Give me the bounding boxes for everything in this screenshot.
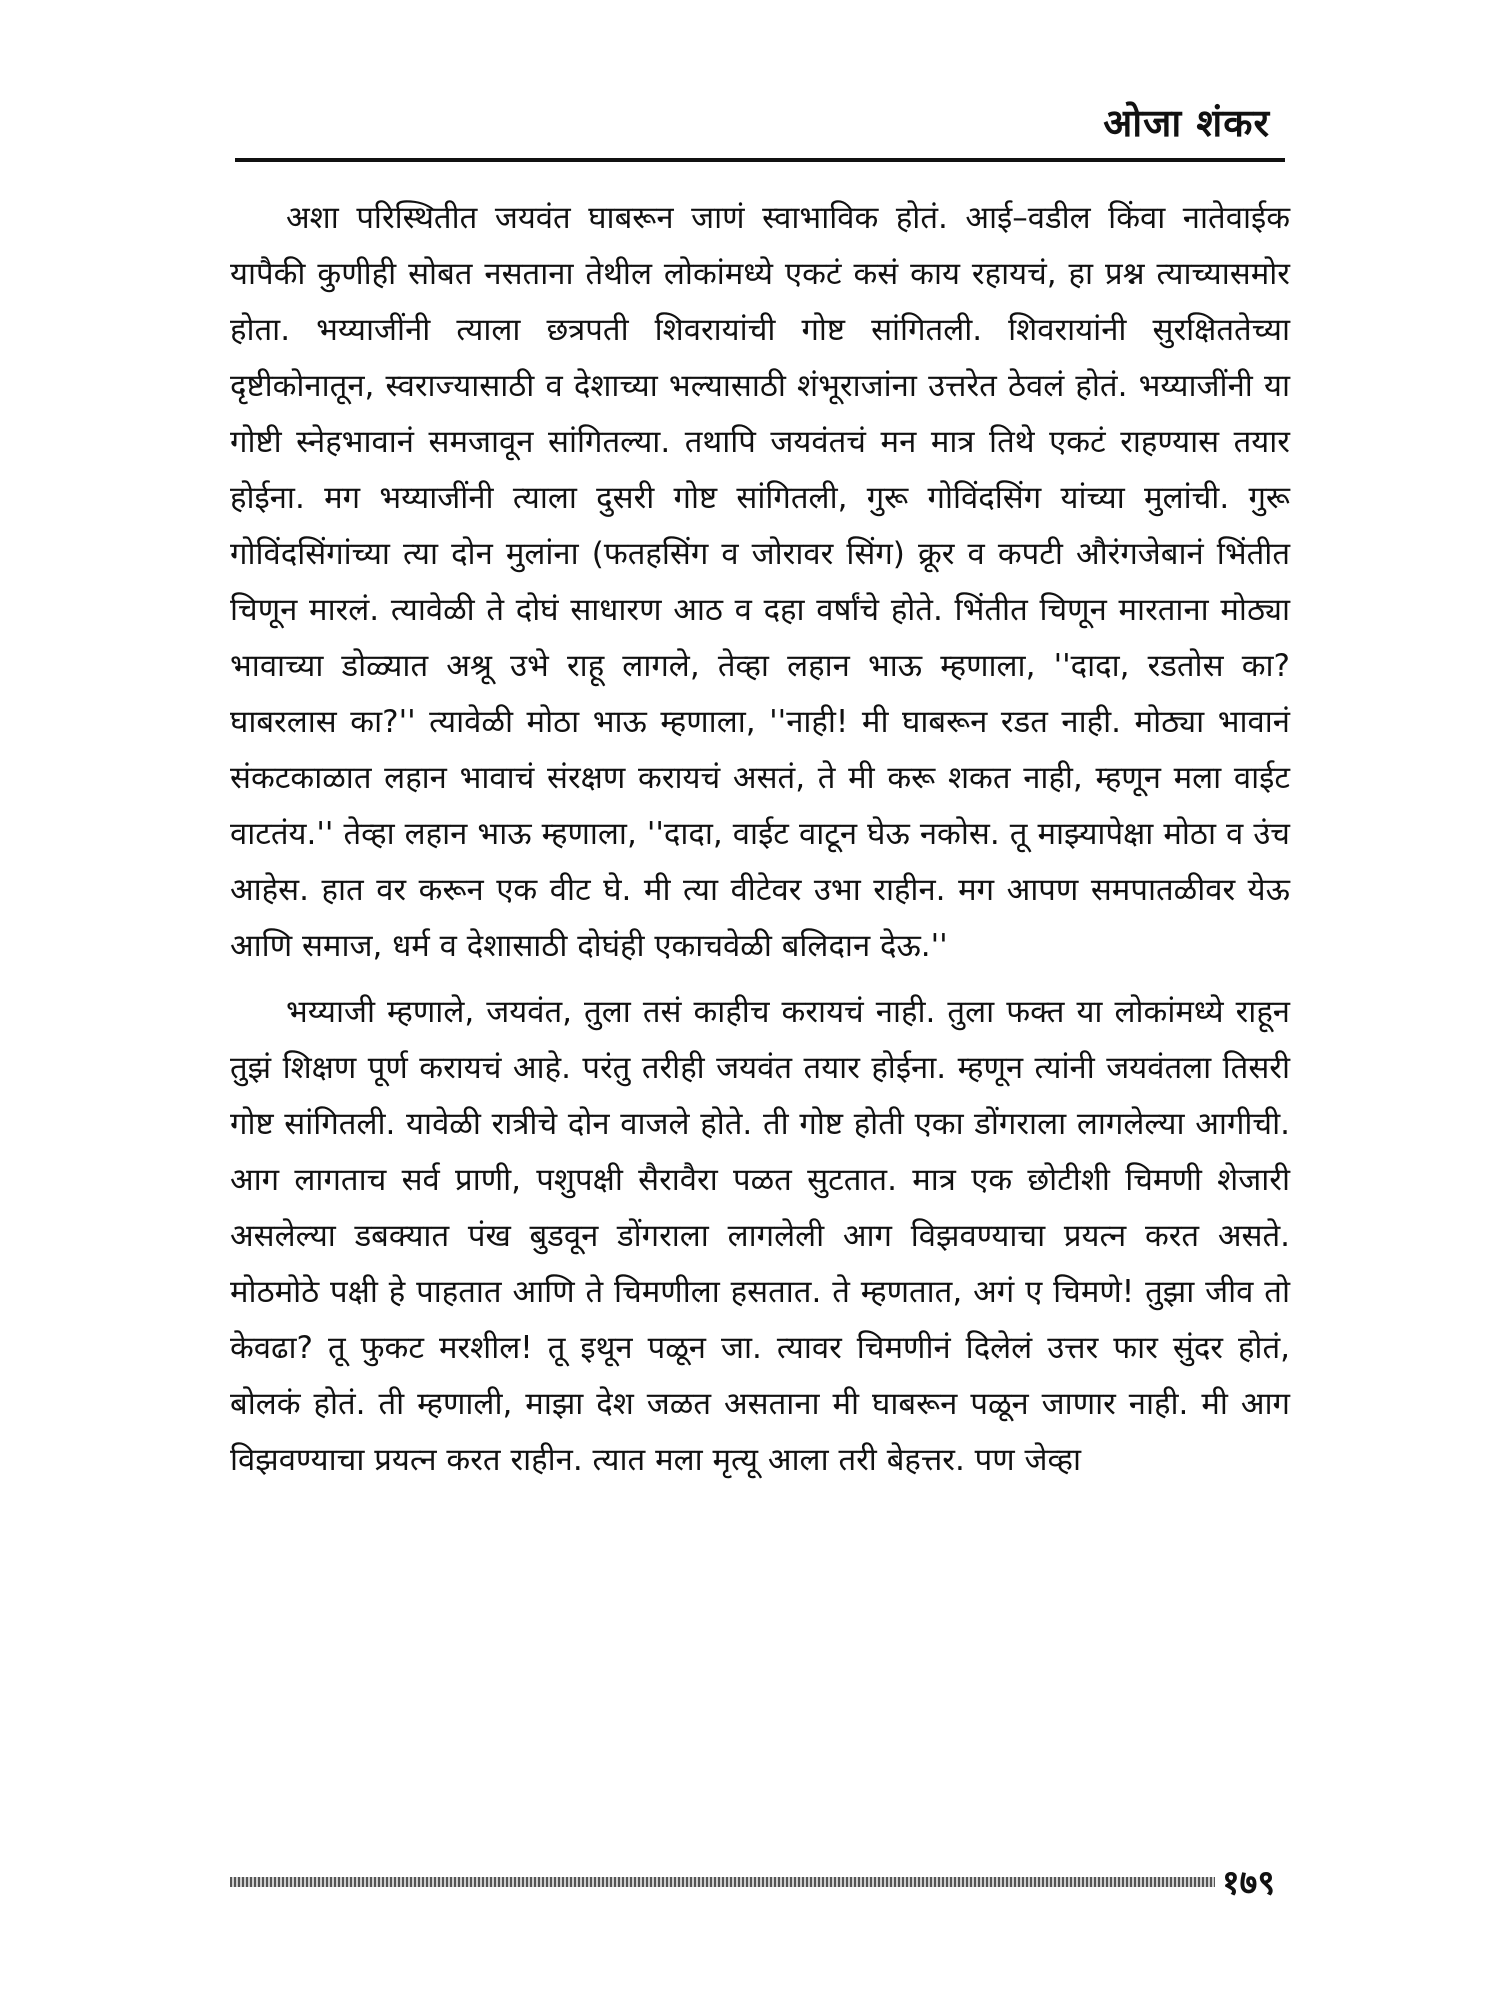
header-rule [235, 158, 1285, 162]
running-header: ओजा शंकर [1103, 101, 1270, 145]
footer-rule [230, 1877, 1215, 1887]
paragraph-1: अशा परिस्थितीत जयवंत घाबरून जाणं स्वाभाविक होतं. आई–वडील किंवा नातेवाईक यापैकी कुणीही सोबत नसताना तेथील लोकांमध्ये एकटं कसं काय रहायचं, हा प्रश्न त्याच्यासमोर होता. भय्याजींनी त्याला छत्रपती शिवरायांची गोष्ट सांगितली. शिवरायांनी सुरक्षिततेच्या दृष्टीकोनातून, स्वराज्यासाठी व देशाच्या भल्यासाठी शंभूराजांना उत्तरेत ठेवलं होतं. भय्याजींनी या गोष्टी स्नेहभावानं समजावून सांगितल्या. तथापि जयवंतचं मन मात्र तिथे एकटं राहण्यास तयार होईना. मग भय्याजींनी त्याला दुसरी गोष्ट सांगितली, गुरू गोविंदसिंग यांच्या मुलांची. गुरू गोविंदसिंगांच्या त्या दोन मुलांना (फतहसिंग व जोरावर सिंग) क्रूर व कपटी औरंगजेबानं भिंतीत चिणून मारलं. त्यावेळी ते दोघं साधारण आठ व दहा वर्षांचे होते. भिंतीत चिणून मारताना मोठ्या भावाच्या डोळ्यात अश्रू उभे राहू लागले, तेव्हा लहान भाऊ म्हणाला, ''दादा, रडतोस का? घाबरलास का?'' त्यावेळी मोठा भाऊ म्हणाला, ''नाही! मी घाबरून रडत नाही. मोठ्या भावानं संकटकाळात लहान भावाचं संरक्षण करायचं असतं, ते मी करू शकत नाही, म्हणून मला वाईट वाटतंय.'' तेव्हा लहान भाऊ म्हणाला, ''दादा, वाईट वाटून घेऊ नकोस. तू माझ्यापेक्षा मोठा व उंच आहेस. हात वर करून एक वीट घे. मी त्या वीटेवर उभा राहीन. मग आपण समपातळीवर येऊ आणि समाज, धर्म व देशासाठी दोघंही एकाचवेळी बलिदान देऊ.'' [230, 200, 1290, 964]
body-text [230, 190, 1290, 1488]
paragraph-2: भय्याजी म्हणाले, जयवंत, तुला तसं काहीच करायचं नाही. तुला फक्त या लोकांमध्ये राहून तुझं शिक्षण पूर्ण करायचं आहे. परंतु तरीही जयवंत तयार होईना. म्हणून त्यांनी जयवंतला तिसरी गोष्ट सांगितली. यावेळी रात्रीचे दोन वाजले होते. ती गोष्ट होती एका डोंगराला लागलेल्या आगीची. आग लागताच सर्व प्राणी, पशुपक्षी सैरावैरा पळत सुटतात. मात्र एक छोटीशी चिमणी शेजारी असलेल्या डबक्यात पंख बुडवून डोंगराला लागलेली आग विझवण्याचा प्रयत्न करत असते. मोठमोठे पक्षी हे पाहतात आणि ते चिमणीला हसतात. ते म्हणतात, अगं ए चिमणे! तुझा जीव तो केवढा? तू फुकट मरशील! तू इथून पळून जा. त्यावर चिमणीनं दिलेलं उत्तर फार सुंदर होतं, बोलकं होतं. ती म्हणाली, माझा देश जळत असताना मी घाबरून पळून जाणार नाही. मी आग विझवण्याचा प्रयत्न करत राहीन. त्यात मला मृत्यू आला तरी बेहत्तर. पण जेव्हा [230, 994, 1290, 1478]
page-number: १७९ [1222, 1863, 1276, 1903]
